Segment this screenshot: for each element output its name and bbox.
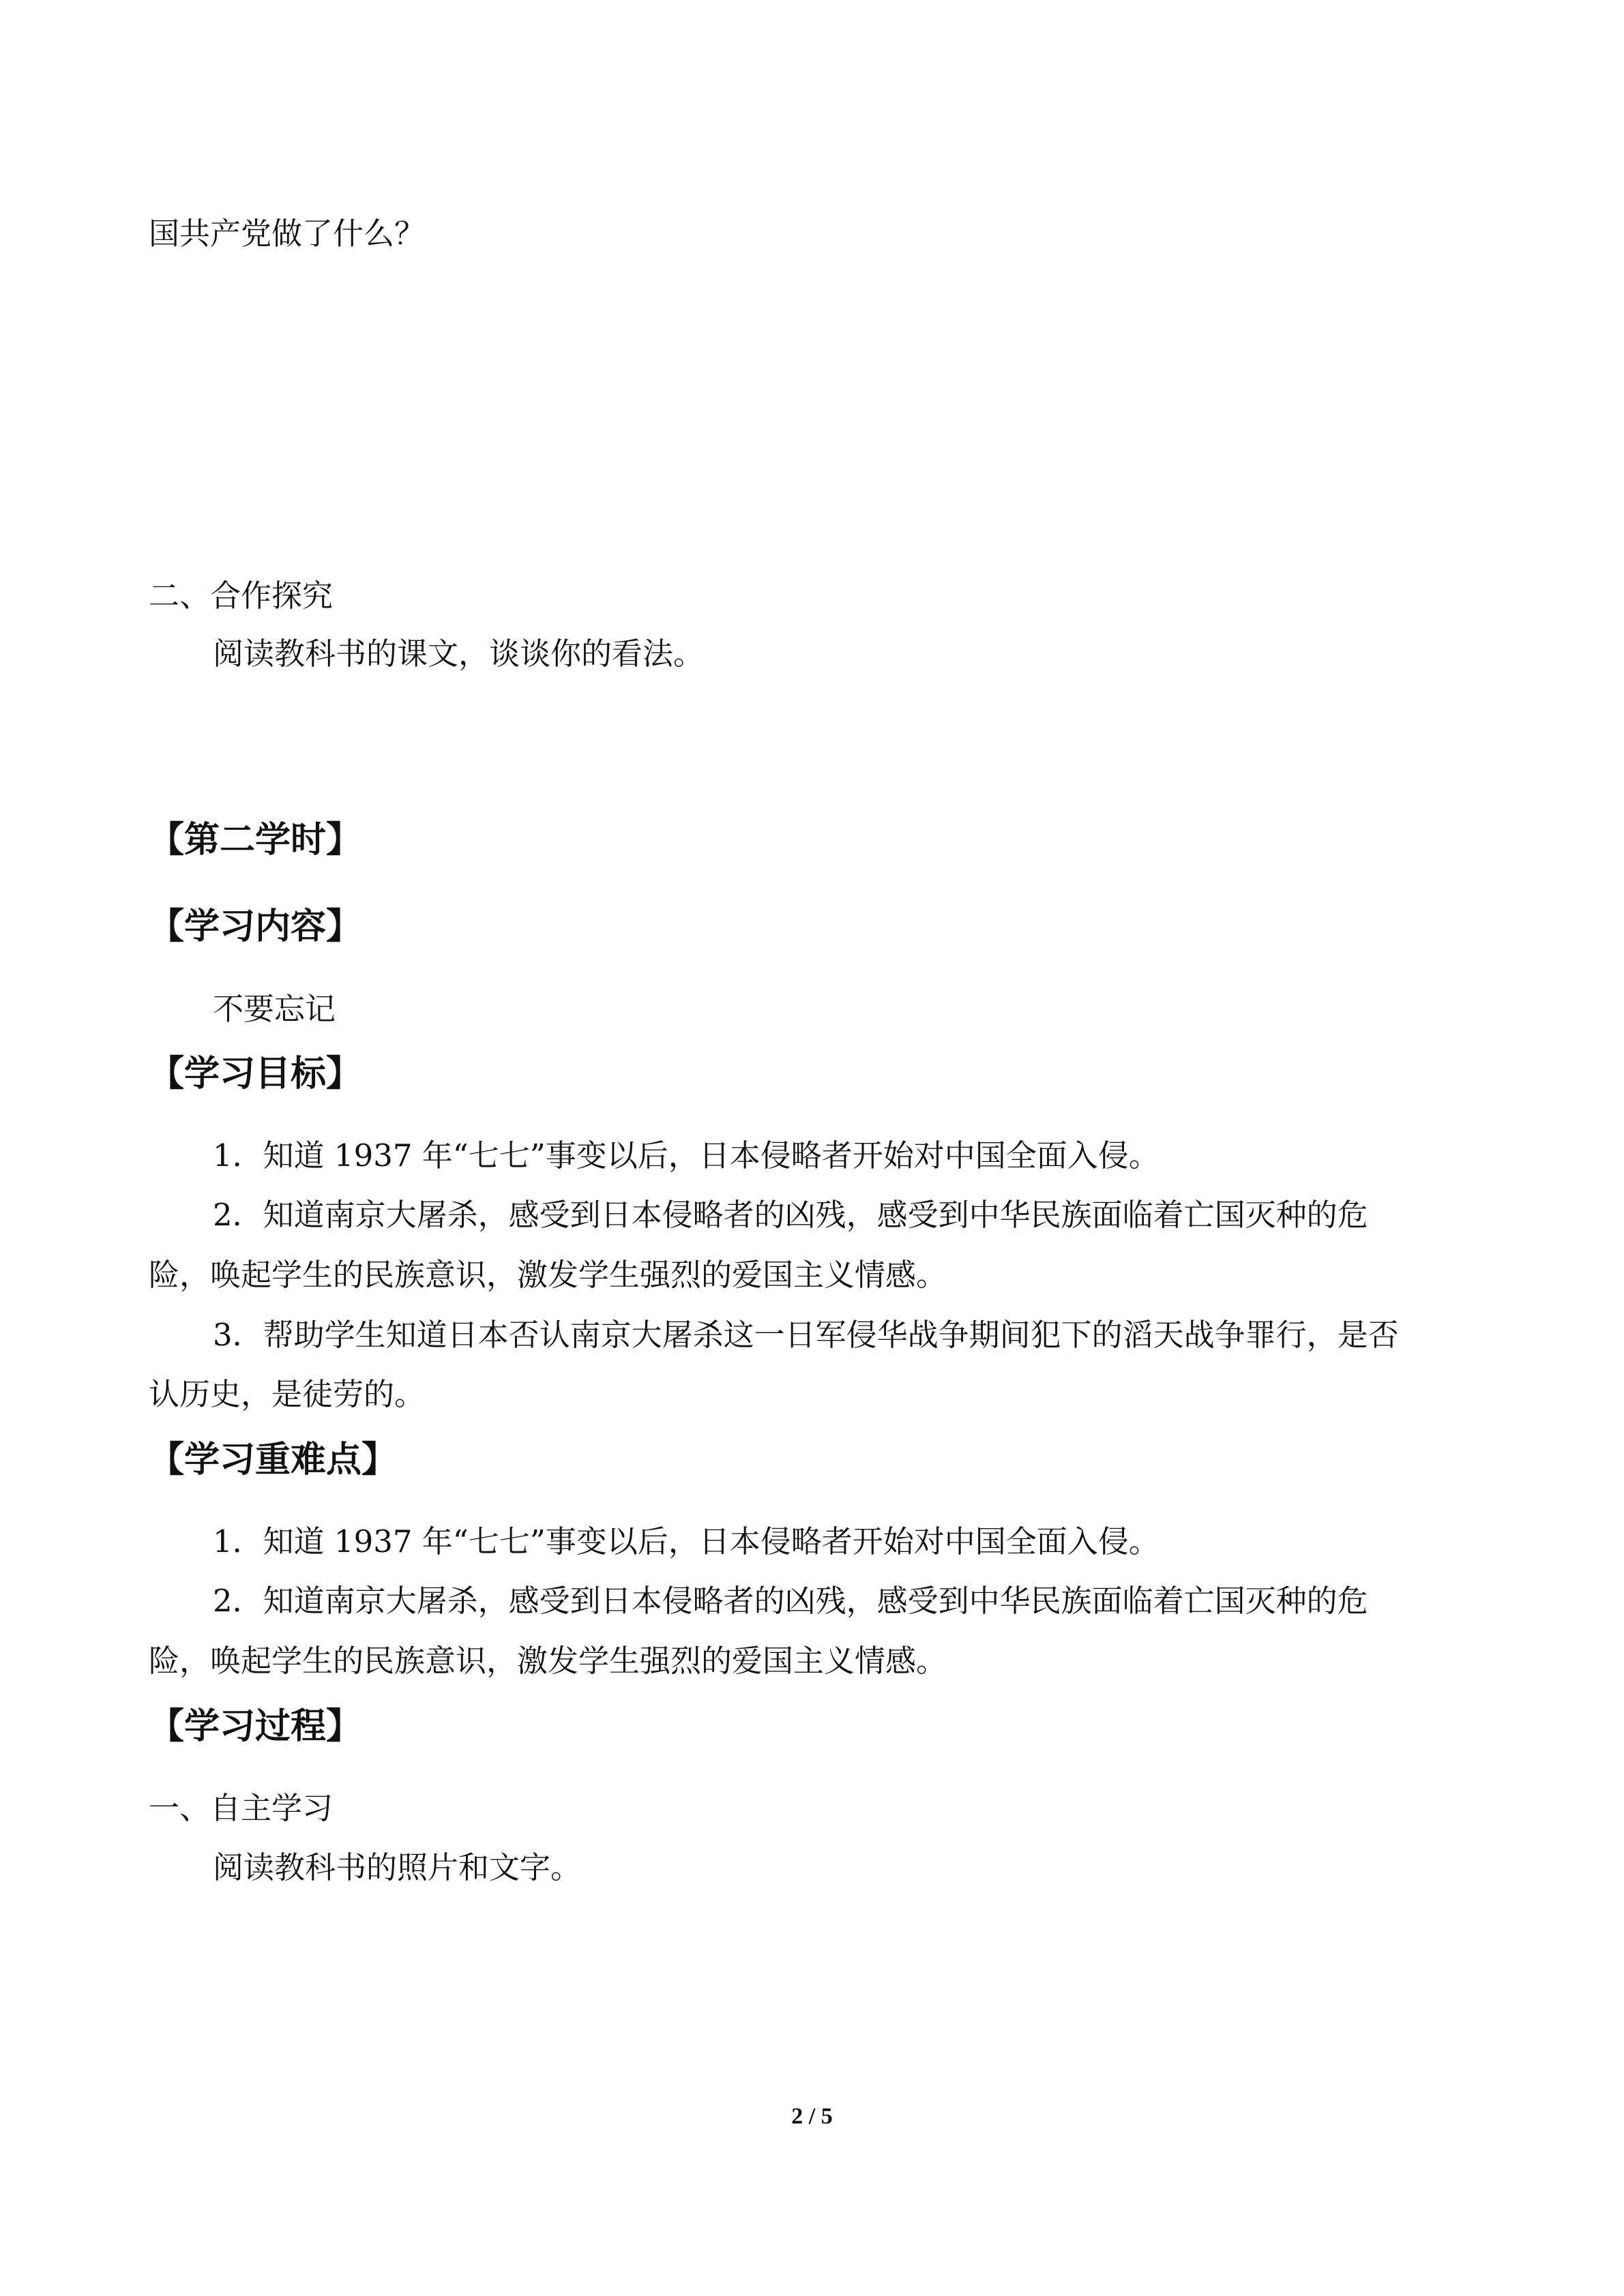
section-text: 阅读教科书的照片和文字。 <box>213 1849 582 1885</box>
page-number: 2 / 5 <box>791 2104 833 2129</box>
key-point-line: 1．知道 1937 年“七七”事变以后，日本侵略者开始对中国全面入侵。 <box>213 1523 1160 1560</box>
lesson-title: 【第二学时】 <box>149 820 362 861</box>
objective-line: 3．帮助学生知道日本否认南京大屠杀这一日军侵华战争期间犯下的滔天战争罪行，是否 <box>213 1317 1399 1353</box>
key-point-line: 2．知道南京大屠杀，感受到日本侵略者的凶残，感受到中华民族面临着亡国灭种的危 <box>213 1583 1368 1619</box>
section-heading-self-study: 一、自主学习 <box>149 1790 334 1826</box>
learning-content-heading: 【学习内容】 <box>149 906 362 947</box>
learning-content-text: 不要忘记 <box>213 991 336 1027</box>
objective-line: 认历史，是徒劳的。 <box>149 1376 426 1412</box>
learning-objectives-heading: 【学习目标】 <box>149 1054 362 1094</box>
key-point-line: 险，唤起学生的民族意识，激发学生强烈的爱国主义情感。 <box>149 1643 947 1679</box>
objective-line: 1．知道 1937 年“七七”事变以后，日本侵略者开始对中国全面入侵。 <box>213 1137 1160 1174</box>
section-heading-cooperative-inquiry: 二、合作探究 <box>149 578 334 614</box>
key-points-heading: 【学习重难点】 <box>149 1440 398 1480</box>
section-text: 阅读教科书的课文，谈谈你的看法。 <box>213 636 705 672</box>
objective-line: 2．知道南京大屠杀，感受到日本侵略者的凶残，感受到中华民族面临着亡国灭种的危 <box>213 1197 1368 1233</box>
continuation-line: 国共产党做了什么？ <box>149 215 426 252</box>
objective-line: 险，唤起学生的民族意识，激发学生强烈的爱国主义情感。 <box>149 1257 947 1293</box>
learning-process-heading: 【学习过程】 <box>149 1706 362 1747</box>
